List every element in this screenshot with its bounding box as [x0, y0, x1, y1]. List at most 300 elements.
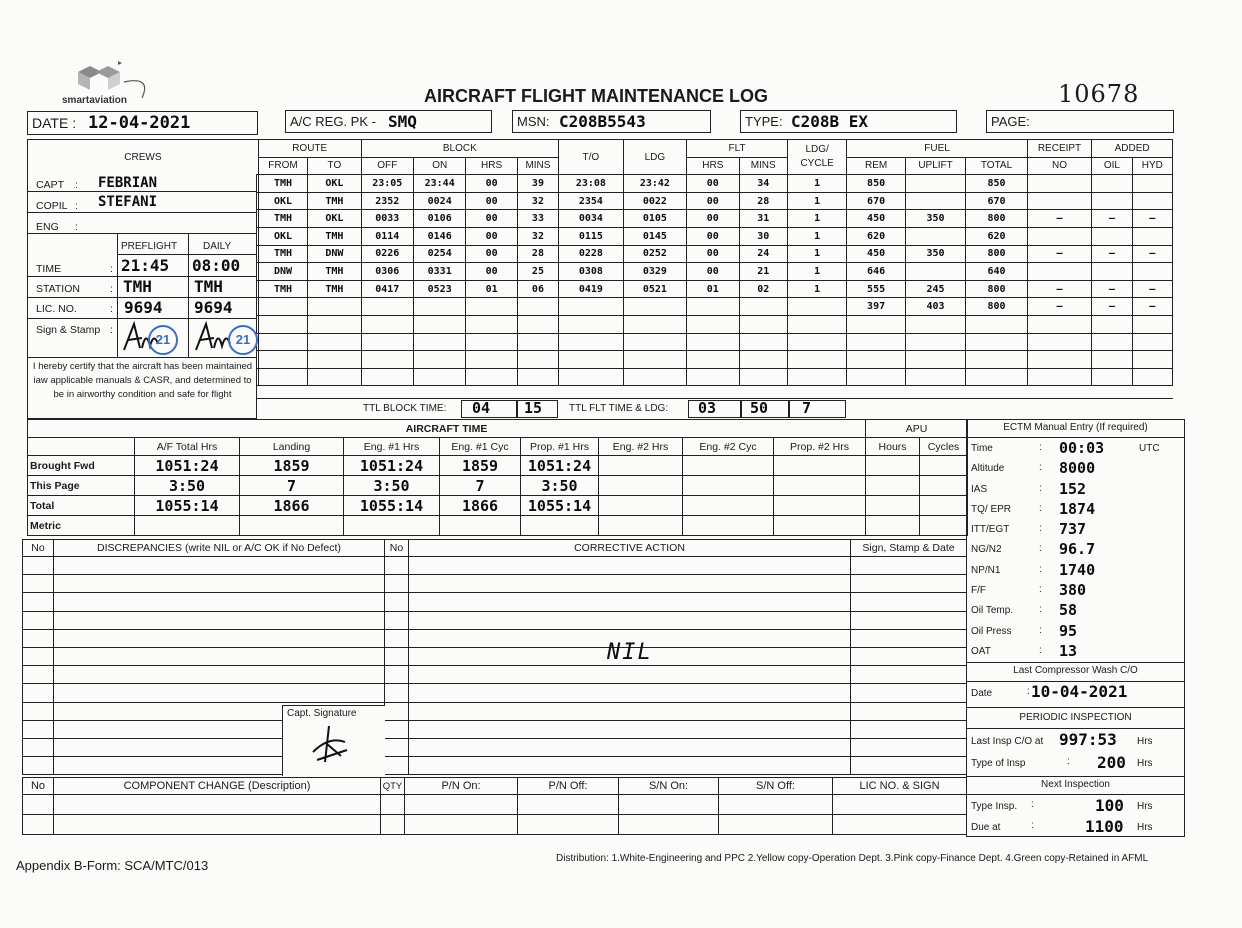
- ectm-value[interactable]: 1874: [1059, 499, 1096, 518]
- flight-cell-from[interactable]: [258, 333, 307, 351]
- aircraft-time-cell[interactable]: 3:50: [521, 476, 599, 496]
- flight-cell-rcpt[interactable]: —: [1027, 245, 1092, 263]
- discrepancy-cell[interactable]: [385, 575, 409, 593]
- flight-cell-ldg[interactable]: 0252: [623, 245, 686, 263]
- apu-cell[interactable]: [920, 516, 968, 536]
- flight-cell-ldg[interactable]: [623, 368, 686, 386]
- ttl-flt-ldg[interactable]: 7: [802, 399, 812, 417]
- flight-cell-rem[interactable]: 646: [847, 263, 905, 281]
- flight-cell-off[interactable]: 2352: [361, 192, 413, 210]
- ectm-value[interactable]: 8000: [1059, 459, 1096, 478]
- flight-cell-hyd[interactable]: [1132, 315, 1172, 333]
- flight-cell-from[interactable]: OKL: [258, 227, 307, 245]
- flight-cell-oil[interactable]: [1092, 175, 1132, 193]
- flight-cell-hyd[interactable]: —: [1132, 210, 1172, 228]
- aircraft-time-cell[interactable]: 1055:14: [521, 496, 599, 516]
- aircraft-time-cell[interactable]: [683, 516, 774, 536]
- flight-cell-tot[interactable]: [966, 368, 1027, 386]
- flight-cell-mins[interactable]: 06: [517, 280, 558, 298]
- discrepancy-cell[interactable]: [23, 647, 54, 665]
- flight-cell-hrs[interactable]: 00: [466, 192, 517, 210]
- aircraft-time-cell[interactable]: 1866: [240, 496, 344, 516]
- flight-cell-hrs[interactable]: 00: [466, 175, 517, 193]
- flight-cell-off[interactable]: [361, 333, 413, 351]
- aircraft-time-cell[interactable]: [521, 516, 599, 536]
- flight-cell-rem[interactable]: 555: [847, 280, 905, 298]
- flight-cell-fhrs[interactable]: 00: [687, 263, 739, 281]
- flight-cell-hyd[interactable]: [1132, 368, 1172, 386]
- aircraft-time-cell[interactable]: [599, 516, 683, 536]
- discrepancy-cell[interactable]: [385, 647, 409, 665]
- discrepancy-cell[interactable]: [385, 593, 409, 611]
- apu-cell[interactable]: [920, 456, 968, 476]
- flight-cell-rem[interactable]: [847, 368, 905, 386]
- flight-cell-fmins[interactable]: 31: [739, 210, 787, 228]
- flight-cell-tot[interactable]: 620: [966, 227, 1027, 245]
- flight-cell-cyc[interactable]: 1: [787, 245, 846, 263]
- flight-cell-on[interactable]: [413, 298, 465, 316]
- flight-cell-off[interactable]: 0417: [361, 280, 413, 298]
- flight-cell-up[interactable]: 350: [905, 245, 965, 263]
- flight-cell-mins[interactable]: 39: [517, 175, 558, 193]
- flight-cell-fmins[interactable]: [739, 368, 787, 386]
- flight-cell-hrs[interactable]: 00: [466, 210, 517, 228]
- flight-cell-cyc[interactable]: [787, 298, 846, 316]
- flight-cell-cyc[interactable]: 1: [787, 210, 846, 228]
- flight-cell-to_t[interactable]: [559, 333, 624, 351]
- flight-cell-rem[interactable]: [847, 333, 905, 351]
- flight-cell-hyd[interactable]: —: [1132, 298, 1172, 316]
- discrepancy-cell[interactable]: [54, 575, 385, 593]
- flight-cell-hrs[interactable]: 00: [466, 245, 517, 263]
- flight-cell-up[interactable]: [905, 192, 965, 210]
- flight-cell-off[interactable]: 0033: [361, 210, 413, 228]
- flight-cell-from[interactable]: TMH: [258, 175, 307, 193]
- flight-cell-tot[interactable]: [966, 333, 1027, 351]
- flight-cell-oil[interactable]: [1092, 368, 1132, 386]
- apu-cell[interactable]: [920, 476, 968, 496]
- flight-cell-to[interactable]: TMH: [308, 227, 361, 245]
- discrepancy-cell[interactable]: [23, 593, 54, 611]
- flight-cell-up[interactable]: [905, 333, 965, 351]
- flight-cell-tot[interactable]: 640: [966, 263, 1027, 281]
- discrepancy-cell[interactable]: [54, 557, 385, 575]
- flight-cell-on[interactable]: [413, 315, 465, 333]
- flight-cell-to[interactable]: [308, 333, 361, 351]
- flight-cell-to[interactable]: OKL: [308, 175, 361, 193]
- apu-cell[interactable]: [920, 496, 968, 516]
- flight-cell-from[interactable]: TMH: [258, 280, 307, 298]
- aircraft-time-cell[interactable]: 1055:14: [135, 496, 240, 516]
- flight-cell-tot[interactable]: [966, 351, 1027, 369]
- flight-cell-fmins[interactable]: 24: [739, 245, 787, 263]
- flight-cell-oil[interactable]: [1092, 192, 1132, 210]
- flight-cell-fmins[interactable]: [739, 298, 787, 316]
- discrepancy-cell[interactable]: [385, 738, 409, 756]
- flight-cell-from[interactable]: TMH: [258, 210, 307, 228]
- flight-cell-hrs[interactable]: [466, 298, 517, 316]
- flight-cell-fhrs[interactable]: 00: [687, 175, 739, 193]
- aircraft-time-cell[interactable]: [683, 476, 774, 496]
- flight-cell-cyc[interactable]: 1: [787, 175, 846, 193]
- aircraft-time-cell[interactable]: [344, 516, 440, 536]
- flight-cell-oil[interactable]: —: [1092, 298, 1132, 316]
- aircraft-time-cell[interactable]: [240, 516, 344, 536]
- discrepancy-cell[interactable]: [54, 684, 385, 702]
- flight-cell-to[interactable]: [308, 315, 361, 333]
- flight-cell-cyc[interactable]: 1: [787, 263, 846, 281]
- aircraft-time-cell[interactable]: [683, 456, 774, 476]
- ectm-value[interactable]: 95: [1059, 621, 1078, 640]
- flight-cell-tot[interactable]: [966, 315, 1027, 333]
- apu-cell[interactable]: [866, 516, 920, 536]
- aircraft-time-cell[interactable]: 1859: [440, 456, 521, 476]
- station-daily[interactable]: TMH: [194, 277, 223, 296]
- discrepancy-cell[interactable]: [409, 757, 851, 775]
- discrepancy-cell[interactable]: [851, 720, 967, 738]
- flight-cell-oil[interactable]: [1092, 333, 1132, 351]
- aircraft-time-cell[interactable]: [599, 476, 683, 496]
- flight-cell-rcpt[interactable]: [1027, 315, 1092, 333]
- flight-cell-mins[interactable]: [517, 333, 558, 351]
- flight-cell-from[interactable]: DNW: [258, 263, 307, 281]
- flight-cell-fhrs[interactable]: 00: [687, 192, 739, 210]
- flight-cell-off[interactable]: 0226: [361, 245, 413, 263]
- flight-cell-ldg[interactable]: [623, 333, 686, 351]
- aircraft-time-cell[interactable]: [599, 496, 683, 516]
- discrepancy-cell[interactable]: [409, 666, 851, 684]
- flight-cell-cyc[interactable]: 1: [787, 227, 846, 245]
- ttl-flt-hrs[interactable]: 03: [698, 399, 717, 417]
- flight-cell-on[interactable]: [413, 351, 465, 369]
- flight-cell-on[interactable]: [413, 368, 465, 386]
- flight-cell-ldg[interactable]: 0521: [623, 280, 686, 298]
- flight-cell-to[interactable]: [308, 368, 361, 386]
- flight-cell-on[interactable]: 0024: [413, 192, 465, 210]
- flight-cell-up[interactable]: 350: [905, 210, 965, 228]
- flight-cell-tot[interactable]: 850: [966, 175, 1027, 193]
- aircraft-time-cell[interactable]: 7: [240, 476, 344, 496]
- flight-cell-to_t[interactable]: [559, 351, 624, 369]
- next-type-value[interactable]: 100: [1095, 796, 1124, 815]
- flight-cell-mins[interactable]: [517, 298, 558, 316]
- flight-cell-from[interactable]: [258, 315, 307, 333]
- flight-cell-to[interactable]: [308, 351, 361, 369]
- nil-entry[interactable]: NIL: [607, 640, 653, 665]
- flight-cell-fhrs[interactable]: [687, 333, 739, 351]
- discrepancy-cell[interactable]: [385, 629, 409, 647]
- flight-cell-fhrs[interactable]: [687, 315, 739, 333]
- discrepancy-cell[interactable]: [54, 593, 385, 611]
- flight-cell-hrs[interactable]: 01: [466, 280, 517, 298]
- flight-cell-on[interactable]: 0146: [413, 227, 465, 245]
- flight-cell-on[interactable]: [413, 333, 465, 351]
- discrepancy-cell[interactable]: [851, 575, 967, 593]
- flight-cell-cyc[interactable]: [787, 368, 846, 386]
- discrepancy-cell[interactable]: [385, 611, 409, 629]
- flight-cell-hyd[interactable]: [1132, 351, 1172, 369]
- flight-cell-oil[interactable]: —: [1092, 245, 1132, 263]
- flight-cell-hyd[interactable]: [1132, 227, 1172, 245]
- ttl-block-mins[interactable]: 15: [524, 399, 543, 417]
- flight-cell-up[interactable]: [905, 175, 965, 193]
- flight-cell-from[interactable]: [258, 351, 307, 369]
- flight-cell-to_t[interactable]: 2354: [559, 192, 624, 210]
- ectm-value[interactable]: 1740: [1059, 560, 1096, 579]
- aircraft-time-cell[interactable]: 3:50: [344, 476, 440, 496]
- aircraft-time-cell[interactable]: [774, 516, 866, 536]
- aircraft-time-cell[interactable]: 1859: [240, 456, 344, 476]
- flight-cell-fhrs[interactable]: 00: [687, 227, 739, 245]
- discrepancy-cell[interactable]: [851, 702, 967, 720]
- flight-cell-fmins[interactable]: 30: [739, 227, 787, 245]
- flight-cell-oil[interactable]: [1092, 263, 1132, 281]
- flight-cell-tot[interactable]: 670: [966, 192, 1027, 210]
- flight-cell-mins[interactable]: [517, 351, 558, 369]
- aircraft-time-cell[interactable]: [774, 476, 866, 496]
- flight-cell-hyd[interactable]: —: [1132, 245, 1172, 263]
- apu-cell[interactable]: [866, 456, 920, 476]
- copil-name[interactable]: STEFANI: [98, 194, 158, 210]
- flight-cell-off[interactable]: 0306: [361, 263, 413, 281]
- flight-cell-fhrs[interactable]: [687, 298, 739, 316]
- flight-cell-on[interactable]: 0523: [413, 280, 465, 298]
- discrepancy-cell[interactable]: [23, 757, 54, 775]
- time-daily[interactable]: 08:00: [192, 256, 241, 275]
- discrepancy-cell[interactable]: [385, 666, 409, 684]
- aircraft-time-cell[interactable]: 1866: [440, 496, 521, 516]
- flight-cell-rem[interactable]: 620: [847, 227, 905, 245]
- discrepancy-cell[interactable]: [851, 738, 967, 756]
- flight-cell-mins[interactable]: 28: [517, 245, 558, 263]
- flight-cell-mins[interactable]: 32: [517, 227, 558, 245]
- flight-cell-hrs[interactable]: [466, 368, 517, 386]
- flight-cell-rcpt[interactable]: [1027, 263, 1092, 281]
- aircraft-time-cell[interactable]: 3:50: [135, 476, 240, 496]
- flight-cell-oil[interactable]: —: [1092, 210, 1132, 228]
- flight-cell-hrs[interactable]: 00: [466, 227, 517, 245]
- aircraft-time-cell[interactable]: [135, 516, 240, 536]
- lic-daily[interactable]: 9694: [194, 298, 233, 317]
- ectm-value[interactable]: 96.7: [1059, 540, 1096, 559]
- flight-cell-mins[interactable]: 25: [517, 263, 558, 281]
- flight-cell-tot[interactable]: 800: [966, 280, 1027, 298]
- flight-cell-fmins[interactable]: [739, 333, 787, 351]
- discrepancy-cell[interactable]: [409, 575, 851, 593]
- capt-name[interactable]: FEBRIAN: [98, 175, 158, 191]
- discrepancy-cell[interactable]: [409, 720, 851, 738]
- discrepancy-cell[interactable]: [851, 757, 967, 775]
- ectm-value[interactable]: 13: [1059, 641, 1078, 660]
- flight-cell-oil[interactable]: [1092, 315, 1132, 333]
- flight-cell-ldg[interactable]: 0145: [623, 227, 686, 245]
- discrepancy-cell[interactable]: [23, 629, 54, 647]
- flight-cell-to[interactable]: DNW: [308, 245, 361, 263]
- flight-cell-rcpt[interactable]: [1027, 351, 1092, 369]
- flight-cell-to[interactable]: OKL: [308, 210, 361, 228]
- flight-cell-rem[interactable]: 450: [847, 245, 905, 263]
- flight-cell-from[interactable]: [258, 298, 307, 316]
- flight-cell-off[interactable]: [361, 351, 413, 369]
- flight-cell-fhrs[interactable]: 00: [687, 245, 739, 263]
- flight-cell-up[interactable]: [905, 315, 965, 333]
- flight-cell-off[interactable]: 0114: [361, 227, 413, 245]
- discrepancy-cell[interactable]: [385, 757, 409, 775]
- due-value[interactable]: 1100: [1085, 817, 1124, 836]
- flight-cell-mins[interactable]: 32: [517, 192, 558, 210]
- discrepancy-cell[interactable]: [385, 720, 409, 738]
- flight-cell-on[interactable]: 23:44: [413, 175, 465, 193]
- ectm-value[interactable]: 00:03: [1059, 439, 1105, 457]
- discrepancy-cell[interactable]: [851, 593, 967, 611]
- flight-cell-to_t[interactable]: [559, 368, 624, 386]
- flight-cell-ldg[interactable]: [623, 298, 686, 316]
- flight-cell-fhrs[interactable]: 00: [687, 210, 739, 228]
- discrepancy-cell[interactable]: [23, 720, 54, 738]
- flight-cell-mins[interactable]: 33: [517, 210, 558, 228]
- time-preflight[interactable]: 21:45: [121, 256, 170, 275]
- flight-cell-hyd[interactable]: —: [1132, 280, 1172, 298]
- flight-cell-ldg[interactable]: 0105: [623, 210, 686, 228]
- aircraft-time-cell[interactable]: 7: [440, 476, 521, 496]
- flight-cell-up[interactable]: 403: [905, 298, 965, 316]
- aircraft-time-cell[interactable]: [683, 496, 774, 516]
- flight-cell-from[interactable]: TMH: [258, 245, 307, 263]
- discrepancy-cell[interactable]: [23, 666, 54, 684]
- discrepancy-cell[interactable]: [23, 557, 54, 575]
- flight-cell-up[interactable]: [905, 227, 965, 245]
- discrepancy-cell[interactable]: [409, 738, 851, 756]
- flight-cell-ldg[interactable]: [623, 315, 686, 333]
- flight-cell-to_t[interactable]: 0034: [559, 210, 624, 228]
- flight-cell-oil[interactable]: —: [1092, 280, 1132, 298]
- flight-cell-to_t[interactable]: 0115: [559, 227, 624, 245]
- flight-cell-hrs[interactable]: [466, 333, 517, 351]
- flight-cell-hyd[interactable]: [1132, 175, 1172, 193]
- flight-cell-fmins[interactable]: [739, 315, 787, 333]
- apu-cell[interactable]: [866, 496, 920, 516]
- flight-cell-rcpt[interactable]: —: [1027, 280, 1092, 298]
- discrepancy-cell[interactable]: [851, 629, 967, 647]
- flight-cell-hrs[interactable]: [466, 351, 517, 369]
- flight-cell-cyc[interactable]: 1: [787, 280, 846, 298]
- flight-cell-hrs[interactable]: 00: [466, 263, 517, 281]
- aircraft-time-cell[interactable]: [774, 496, 866, 516]
- flight-cell-fmins[interactable]: 21: [739, 263, 787, 281]
- date-value[interactable]: 12-04-2021: [88, 113, 191, 133]
- flight-cell-to[interactable]: [308, 298, 361, 316]
- flight-cell-off[interactable]: [361, 298, 413, 316]
- flight-cell-cyc[interactable]: 1: [787, 192, 846, 210]
- discrepancy-cell[interactable]: [385, 702, 409, 720]
- flight-cell-fhrs[interactable]: [687, 351, 739, 369]
- flight-cell-ldg[interactable]: 0022: [623, 192, 686, 210]
- discrepancy-cell[interactable]: [851, 684, 967, 702]
- flight-cell-rcpt[interactable]: [1027, 192, 1092, 210]
- discrepancy-cell[interactable]: [23, 611, 54, 629]
- flight-cell-rem[interactable]: 850: [847, 175, 905, 193]
- flight-cell-tot[interactable]: 800: [966, 298, 1027, 316]
- discrepancy-cell[interactable]: [409, 684, 851, 702]
- flight-cell-hyd[interactable]: [1132, 333, 1172, 351]
- flight-cell-to[interactable]: TMH: [308, 263, 361, 281]
- flight-cell-tot[interactable]: 800: [966, 245, 1027, 263]
- flight-cell-on[interactable]: 0331: [413, 263, 465, 281]
- flight-cell-fmins[interactable]: 02: [739, 280, 787, 298]
- flight-cell-fhrs[interactable]: 01: [687, 280, 739, 298]
- discrepancy-cell[interactable]: [23, 575, 54, 593]
- flight-cell-hrs[interactable]: [466, 315, 517, 333]
- flight-cell-to_t[interactable]: 0308: [559, 263, 624, 281]
- aircraft-time-cell[interactable]: [440, 516, 521, 536]
- flight-cell-ldg[interactable]: 23:42: [623, 175, 686, 193]
- flight-cell-oil[interactable]: [1092, 227, 1132, 245]
- flight-cell-fhrs[interactable]: [687, 368, 739, 386]
- flight-cell-up[interactable]: [905, 263, 965, 281]
- reg-value[interactable]: SMQ: [388, 112, 417, 131]
- ttl-block-hrs[interactable]: 04: [472, 399, 491, 417]
- discrepancy-cell[interactable]: [23, 702, 54, 720]
- flight-cell-to[interactable]: TMH: [308, 192, 361, 210]
- discrepancy-cell[interactable]: [851, 666, 967, 684]
- discrepancy-cell[interactable]: [385, 557, 409, 575]
- flight-cell-rem[interactable]: 670: [847, 192, 905, 210]
- flight-cell-mins[interactable]: [517, 315, 558, 333]
- flight-cell-fmins[interactable]: 34: [739, 175, 787, 193]
- discrepancy-cell[interactable]: [409, 557, 851, 575]
- lic-preflight[interactable]: 9694: [124, 298, 163, 317]
- flight-cell-up[interactable]: [905, 351, 965, 369]
- flight-cell-rcpt[interactable]: [1027, 368, 1092, 386]
- flight-cell-up[interactable]: 245: [905, 280, 965, 298]
- flight-cell-cyc[interactable]: [787, 351, 846, 369]
- type-value[interactable]: C208B EX: [791, 112, 869, 131]
- flight-cell-oil[interactable]: [1092, 351, 1132, 369]
- flight-cell-on[interactable]: 0254: [413, 245, 465, 263]
- discrepancy-cell[interactable]: [851, 647, 967, 665]
- flight-cell-rcpt[interactable]: [1027, 175, 1092, 193]
- flight-cell-from[interactable]: OKL: [258, 192, 307, 210]
- flight-cell-fmins[interactable]: 28: [739, 192, 787, 210]
- flight-cell-rem[interactable]: 450: [847, 210, 905, 228]
- flight-cell-on[interactable]: 0106: [413, 210, 465, 228]
- flight-cell-mins[interactable]: [517, 368, 558, 386]
- ectm-value[interactable]: 152: [1059, 479, 1087, 498]
- aircraft-time-cell[interactable]: [774, 456, 866, 476]
- flight-cell-rem[interactable]: [847, 351, 905, 369]
- flight-cell-to_t[interactable]: [559, 315, 624, 333]
- last-insp-value[interactable]: 997:53: [1059, 730, 1117, 749]
- station-preflight[interactable]: TMH: [123, 277, 152, 296]
- aircraft-time-cell[interactable]: 1051:24: [135, 456, 240, 476]
- flight-cell-off[interactable]: [361, 368, 413, 386]
- type-insp-value[interactable]: 200: [1097, 753, 1126, 772]
- flight-cell-ldg[interactable]: [623, 351, 686, 369]
- ectm-value[interactable]: 58: [1059, 601, 1078, 620]
- ectm-value[interactable]: 380: [1059, 581, 1087, 600]
- aircraft-time-cell[interactable]: 1055:14: [344, 496, 440, 516]
- wash-date-value[interactable]: 10-04-2021: [1031, 682, 1128, 701]
- flight-cell-off[interactable]: 23:05: [361, 175, 413, 193]
- flight-cell-to[interactable]: TMH: [308, 280, 361, 298]
- ttl-flt-mins[interactable]: 50: [750, 399, 769, 417]
- aircraft-time-cell[interactable]: 1051:24: [521, 456, 599, 476]
- discrepancy-cell[interactable]: [409, 702, 851, 720]
- flight-cell-to_t[interactable]: 23:08: [559, 175, 624, 193]
- msn-value[interactable]: C208B5543: [559, 112, 646, 131]
- flight-cell-off[interactable]: [361, 315, 413, 333]
- discrepancy-cell[interactable]: [54, 611, 385, 629]
